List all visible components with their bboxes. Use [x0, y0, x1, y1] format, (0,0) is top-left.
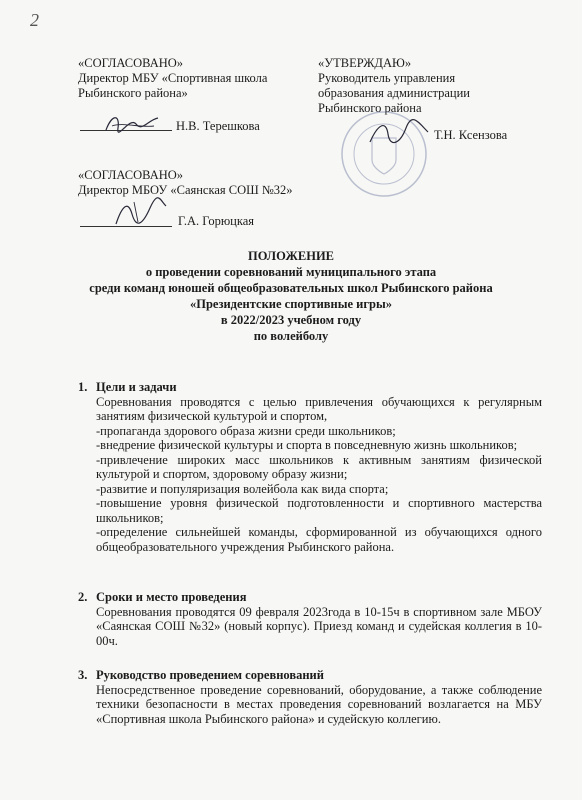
approval-right-line2: образования администрации	[318, 86, 470, 100]
section-management	[78, 668, 542, 726]
title-line3: среди команд юношей общеобразовательных школ Рыбинского района	[89, 281, 493, 295]
title-line2: о проведении соревнований муниципального этапа	[145, 265, 437, 279]
approval-left2-signer: Г.А. Горюцкая	[178, 214, 255, 228]
section-paragraph: Непосредственное проведение соревнований, оборудование, а также соблюдение техники безопасности в местах проведения соревнований возлагается на МБУ «Спортивная школа Рыбинского района» и судейскую коллегию.	[96, 682, 542, 726]
section-number: 1.	[78, 380, 88, 394]
section-paragraph: -определение сильнейшей команды, сформированной из обучающихся одного общеобразовательного учреждения Рыбинского района.	[96, 525, 542, 554]
section-paragraph: -внедрение физической культуры и спорта в повседневную жизнь школьников;	[96, 438, 518, 452]
approval-left2-line1: Директор МБОУ «Саянская СОШ №32»	[78, 183, 293, 197]
title-line4: «Президентские спортивные игры»	[189, 297, 393, 311]
section-heading: Сроки и место проведения	[96, 590, 247, 604]
document-title: ПОЛОЖЕНИЕ	[247, 249, 335, 263]
approval-left1-signer: Н.В. Терешкова	[176, 119, 260, 133]
section-number: 3.	[78, 668, 88, 682]
section-paragraph: -пропаганда здорового образа жизни среди школьников;	[96, 423, 396, 438]
section-paragraph: -привлечение широких масс школьников к активным занятиям физической культурой и спортом, здоровому образу жизни;	[96, 452, 542, 481]
approval-left1-line2: Рыбинского района»	[78, 86, 188, 100]
title-line6: по волейболу	[253, 329, 329, 343]
title-line5: в 2022/2023 учебном году	[220, 313, 362, 327]
section-heading: Цели и задачи	[96, 380, 177, 394]
section-paragraph: -развитие и популяризация волейбола как вида спорта;	[96, 481, 389, 496]
approval-right-line1: Руководитель управления	[318, 71, 456, 85]
approval-left2-label: «СОГЛАСОВАНО»	[78, 168, 184, 182]
section-number: 2.	[78, 590, 88, 604]
section-paragraph: Соревнования проводятся с целью привлечения обучающихся к регулярным занятиям физической культурой и спортом,	[96, 394, 542, 423]
approval-right-label: «УТВЕРЖДАЮ»	[318, 56, 412, 70]
approval-right-signer: Т.Н. Ксензова	[434, 128, 508, 142]
section-paragraph: -повышение уровня физической подготовленности и спортивного мастерства школьников;	[96, 496, 542, 525]
approval-left1-label: «СОГЛАСОВАНО»	[78, 56, 184, 70]
section-heading: Руководство проведением соревнований	[96, 668, 324, 682]
approval-right-line3: Рыбинского района	[318, 101, 422, 115]
signature-left1	[102, 110, 162, 136]
page-number: 2	[30, 10, 39, 30]
section-dates-place	[78, 590, 542, 648]
signature-left2	[112, 196, 170, 230]
approval-left1-line1: Директор МБУ «Спортивная школа	[78, 71, 268, 85]
signature-right	[366, 118, 432, 148]
section-paragraph: Соревнования проводятся 09 февраля 2023года в 10-15ч в спортивном зале МБОУ «Саянская СОШ №32» (новый корпус). Приезд команд и судейская коллегия в 10-00ч.	[96, 604, 542, 648]
section-goals	[78, 380, 542, 554]
